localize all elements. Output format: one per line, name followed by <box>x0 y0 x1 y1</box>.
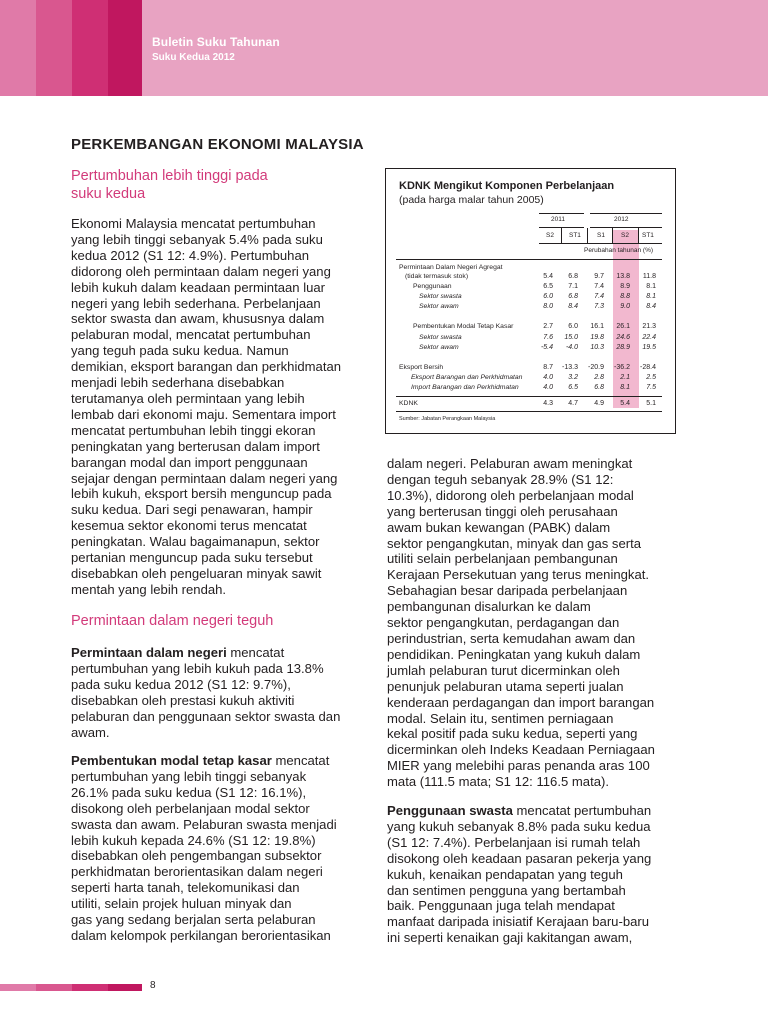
cell-value: 4.3 <box>543 400 553 407</box>
text-line: gas yang sedang berjalan serta pelaburan <box>71 912 316 928</box>
text-line: pada suku kedua 2012 (S1 12: 9.7%), <box>71 676 291 692</box>
text-line: ini seperti kenaikan gaji kakitangan awam, <box>387 930 633 946</box>
cell-value: -4.0 <box>565 344 578 351</box>
text-line: 10.3%), didorong oleh perbelanjaan modal <box>387 487 634 503</box>
header-rule <box>396 259 662 260</box>
page-title: PERKEMBANGAN EKONOMI MALAYSIA <box>71 136 364 153</box>
section2-heading <box>71 612 371 630</box>
text-span: mencatat <box>226 645 285 660</box>
cell-value: 8.1 <box>646 293 656 300</box>
text-line: perkhidmatan berorientasikan dalam negeri <box>71 864 323 880</box>
col-divider <box>612 228 613 243</box>
text-span: mencatat <box>271 753 330 768</box>
text-line: sektor swasta dan awam, khususnya dalam <box>71 311 325 327</box>
cell-value: 2.7 <box>543 323 553 330</box>
text-line: baik. Penggunaan juga telah mendapat <box>387 898 615 914</box>
unit-label: Perubahan tahunan (%) <box>584 247 654 254</box>
text-line: mata (111.5 mata; S1 12: 116.5 mata). <box>387 774 609 790</box>
bulletin-title: Buletin Suku Tahunan <box>152 35 280 49</box>
cell-value: -13.3 <box>562 364 578 371</box>
text-line: awam. <box>71 724 110 740</box>
right-paragraph1 <box>387 456 707 790</box>
text-line: lembab dari ekonomi maju. Sementara import <box>71 406 336 422</box>
cell-value: 2.1 <box>620 374 630 381</box>
text-line: utiliti selain perbelanjaan pembangunan <box>387 551 618 567</box>
cell-value: 11.8 <box>642 273 656 280</box>
cell-value: 6.0 <box>543 293 553 300</box>
year-2011: 2011 <box>551 216 565 223</box>
text-line: modal. Selain itu, sentimen perniagaan <box>387 710 614 726</box>
text-line: utiliti, selain projek huluan minyak dan <box>71 896 292 912</box>
cell-value: 28.9 <box>616 344 630 351</box>
text-line: lebih kukuh dalam keadaan permintaan luar <box>71 279 326 295</box>
footer-stripe <box>108 984 142 991</box>
text-line: dicerminkan oleh Indeks Keadaan Perniagaan <box>387 742 655 758</box>
section1-heading-line: suku kedua <box>71 186 146 202</box>
text-line: terutamanya oleh permintaan yang lebih <box>71 390 305 406</box>
cell-value: 8.8 <box>620 293 630 300</box>
cell-value: 5.4 <box>543 273 553 280</box>
text-line: peningkatan yang berterusan dalam import <box>71 438 320 454</box>
text-line: sektor pengangkutan, perdagangan dan <box>387 615 620 631</box>
row-label: KDNK <box>399 400 418 407</box>
col-divider <box>638 228 639 243</box>
row-label: Pembentukan Modal Tetap Kasar <box>413 323 514 330</box>
header-stripe <box>72 0 108 96</box>
text-line: dalam negeri. Pelaburan awam meningkat <box>387 456 633 471</box>
text-line: dan sentimen pengguna yang bertambah <box>387 882 626 898</box>
section1-heading-line: Pertumbuhan lebih tinggi pada <box>71 168 268 184</box>
text-line: pertumbuhan yang lebih kukuh pada 13.8% <box>71 660 324 676</box>
text-line: perindustrian, serta kemudahan awam dan <box>387 630 636 646</box>
text-line: manfaat daripada inisiatif Kerajaan baru-baru <box>387 914 650 930</box>
row-label: Eksport Bersih <box>399 364 444 371</box>
cell-value: 4.0 <box>543 384 553 391</box>
row-label: Import Barangan dan Perkhidmatan <box>411 384 519 391</box>
text-line: dengan teguh sebanyak 28.9% (S1 12: <box>387 471 614 487</box>
cell-value: 22.4 <box>642 334 656 341</box>
row-label: Penggunaan <box>413 283 452 290</box>
cell-value: 24.6 <box>616 334 630 341</box>
text-line: mentah yang lebih rendah. <box>71 581 227 597</box>
cell-value: 10.3 <box>590 344 604 351</box>
row-label: (tidak termasuk stok) <box>405 273 469 280</box>
year-rule <box>590 213 662 214</box>
cell-value: 7.4 <box>594 293 604 300</box>
cell-value: -28.4 <box>640 364 656 371</box>
cell-value: 19.8 <box>590 334 604 341</box>
row-label: Permintaan Dalam Negeri Agregat <box>399 264 503 271</box>
year-rule <box>539 213 584 214</box>
text-line: kenderaan perdagangan dan import barangan <box>387 694 655 710</box>
text-line: yang berterusan tinggi oleh perusahaan <box>387 503 618 519</box>
text-line: jumlah pelaburan turut dicerminkan oleh <box>387 662 620 678</box>
text-line: swasta dan awam. Pelaburan swasta menjadi <box>71 816 337 832</box>
cell-value: 8.7 <box>543 364 553 371</box>
cell-value: 15.0 <box>564 334 578 341</box>
cell-value: 8.0 <box>543 303 553 310</box>
cell-value: 8.9 <box>620 283 630 290</box>
header-stripe <box>0 0 36 96</box>
text-line: Kerajaan Persekutuan yang terus meningkat. <box>387 567 650 583</box>
cell-value: 7.1 <box>568 283 578 290</box>
bold-term: Penggunaan swasta <box>387 803 513 818</box>
text-line: pelaburan modal, mencatat pertumbuhan <box>71 327 311 343</box>
cell-value: 21.3 <box>642 323 656 330</box>
footer-stripe <box>36 984 72 991</box>
text-line: seperti harta tanah, telekomunikasi dan <box>71 880 300 896</box>
col-header: ST1 <box>569 232 581 239</box>
text-line: dalam kelompok perkilangan berorientasikan <box>71 927 331 943</box>
cell-value: 6.8 <box>568 293 578 300</box>
text-line: pertumbuhan yang lebih tinggi sebanyak <box>71 768 307 784</box>
cell-value: 19.5 <box>642 344 656 351</box>
cell-value: 7.3 <box>594 303 604 310</box>
text-line: pembangunan disalurkan ke dalam <box>387 599 591 615</box>
text-line: pelaburan dan penggunaan sektor swasta dan <box>71 708 341 724</box>
cell-value: 13.8 <box>616 273 630 280</box>
text-line: sektor pengangkutan, minyak dan gas serta <box>387 535 642 551</box>
text-line: disebabkan oleh pengeluaran minyak sawit <box>71 565 322 581</box>
col-divider <box>587 228 588 243</box>
table-subtitle: (pada harga malar tahun 2005) <box>399 194 544 206</box>
cell-value: 4.9 <box>594 400 604 407</box>
cell-value: 6.0 <box>568 323 578 330</box>
right-paragraph2 <box>387 803 707 946</box>
text-line: yang kukuh sebanyak 8.8% pada suku kedua <box>387 818 651 834</box>
text-line: lebih kukuh kepada 24.6% (S1 12: 19.8%) <box>71 832 316 848</box>
text-line: yang lebih tinggi sebanyak 5.4% pada suku <box>71 231 323 247</box>
page-header <box>0 0 768 96</box>
text-line: peningkatan. Walau bagaimanapun, sektor <box>71 534 320 550</box>
cell-value: 8.1 <box>646 283 656 290</box>
section1-heading <box>71 167 371 203</box>
row-label: Sektor swasta <box>419 293 462 300</box>
text-line: 26.1% pada suku kedua (S1 12: 16.1%), <box>71 784 307 800</box>
text-line: disokong oleh perbelanjaan modal sektor <box>71 800 310 816</box>
text-line: demikian, eksport barangan dan perkhidmatan <box>71 359 342 375</box>
cell-value: 5.4 <box>620 400 630 407</box>
text-line: suku kedua. Dari segi penawaran, hampir <box>71 502 313 518</box>
text-line: lebih kukuh, eksport bersih menguncup pada <box>71 486 332 502</box>
section2-paragraph2 <box>71 753 371 944</box>
text-line: (S1 12: 7.4%). Perbelanjaan isi rumah telah <box>387 834 641 850</box>
table-source: Sumber: Jabatan Perangkaan Malaysia <box>399 416 496 422</box>
cell-value: 2.8 <box>594 374 604 381</box>
cell-value: 6.5 <box>543 283 553 290</box>
text-line: penunjuk pelaburan utama seperti jualan <box>387 678 624 694</box>
cell-value: 6.5 <box>568 384 578 391</box>
text-line: kesemua sektor ekonomi terus mencatat <box>71 518 307 534</box>
cell-value: -20.9 <box>588 364 604 371</box>
text-line: sejajar dengan permintaan dalam negeri yang <box>71 470 338 486</box>
cell-value: 9.7 <box>594 273 604 280</box>
text-line: awam bukan kewangan (PABK) dalam <box>387 519 611 535</box>
row-label: Sektor swasta <box>419 334 462 341</box>
cell-value: 5.1 <box>646 400 656 407</box>
cell-value: 9.0 <box>620 303 630 310</box>
cell-value: 2.5 <box>646 374 656 381</box>
cell-value: -36.2 <box>614 364 630 371</box>
cell-value: 16.1 <box>590 323 604 330</box>
col-divider <box>561 228 562 243</box>
row-label: Sektor awam <box>419 344 459 351</box>
text-line: pertanian menguncup pada suku tersebut <box>71 550 313 566</box>
text-line: MIER yang melebihi paras penanda aras 100 <box>387 758 650 774</box>
cell-value: 3.2 <box>568 374 578 381</box>
gdp-expenditure-table <box>385 168 676 434</box>
cell-value: 4.7 <box>568 400 578 407</box>
bulletin-subtitle: Suku Kedua 2012 <box>152 52 235 63</box>
cell-value: 4.0 <box>543 374 553 381</box>
header-rule <box>539 243 662 244</box>
text-line: barangan modal dan import penggunaan <box>71 454 308 470</box>
section2-heading-line: Permintaan dalam negeri teguh <box>71 613 274 629</box>
text-span: mencatat pertumbuhan <box>512 803 652 818</box>
col-header: ST1 <box>642 232 654 239</box>
footer-stripe <box>72 984 108 991</box>
text-line: Sebahagian besar daripada perbelanjaan <box>387 583 628 599</box>
col-header: S1 <box>597 232 605 239</box>
cell-value: 7.5 <box>646 384 656 391</box>
table-title: KDNK Mengikut Komponen Perbelanjaan <box>399 180 615 192</box>
header-stripe <box>108 0 142 96</box>
cell-value: 8.1 <box>620 384 630 391</box>
page-number: 8 <box>150 980 156 991</box>
cell-value: 8.4 <box>646 303 656 310</box>
text-line: disebabkan oleh prestasi kukuh aktiviti <box>71 692 295 708</box>
row-label: Eksport Barangan dan Perkhidmatan <box>411 374 523 381</box>
section2-paragraph1 <box>71 645 371 740</box>
cell-value: 6.8 <box>594 384 604 391</box>
col-header: S2 <box>621 232 629 239</box>
cell-value: 26.1 <box>616 323 630 330</box>
text-line: Ekonomi Malaysia mencatat pertumbuhan <box>71 216 316 231</box>
cell-value: 6.8 <box>568 273 578 280</box>
bold-term: Pembentukan modal tetap kasar <box>71 753 272 768</box>
text-line: yang teguh pada suku kedua. Namun <box>71 343 289 359</box>
cell-value: -5.4 <box>540 344 553 351</box>
text-line: negeri yang lebih sederhana. Perbelanjaan <box>71 295 321 311</box>
text-line: menjadi lebih sederhana disebabkan <box>71 375 285 391</box>
year-rule <box>590 227 662 228</box>
text-line: kukuh, kenaikan pendapatan yang teguh <box>387 866 623 882</box>
row-label: Sektor awam <box>419 303 459 310</box>
cell-value: 7.6 <box>543 334 553 341</box>
header-stripe <box>36 0 72 96</box>
col-header: S2 <box>546 232 554 239</box>
text-line: pendidikan. Peningkatan yang kukuh dalam <box>387 646 641 662</box>
text-line: didorong oleh permintaan dalam negeri yang <box>71 263 331 279</box>
text-line: mencatat pertumbuhan lebih tinggi ekoran <box>71 422 316 438</box>
cell-value: 8.4 <box>568 303 578 310</box>
cell-value: 7.4 <box>594 283 604 290</box>
text-line: kekal positif pada suku kedua, seperti yang <box>387 726 638 742</box>
text-line: kedua 2012 (S1 12: 4.9%). Pertumbuhan <box>71 247 310 263</box>
text-line: disebabkan oleh pengembangan subsektor <box>71 848 322 864</box>
year-2012: 2012 <box>614 216 629 223</box>
footer-stripe <box>0 984 36 991</box>
row-rule <box>396 396 662 397</box>
section1-paragraph <box>71 216 371 598</box>
bold-term: Permintaan dalam negeri <box>71 645 227 660</box>
row-rule <box>396 411 662 412</box>
text-line: disokong oleh keadaan pasaran pekerja yang <box>387 850 652 866</box>
